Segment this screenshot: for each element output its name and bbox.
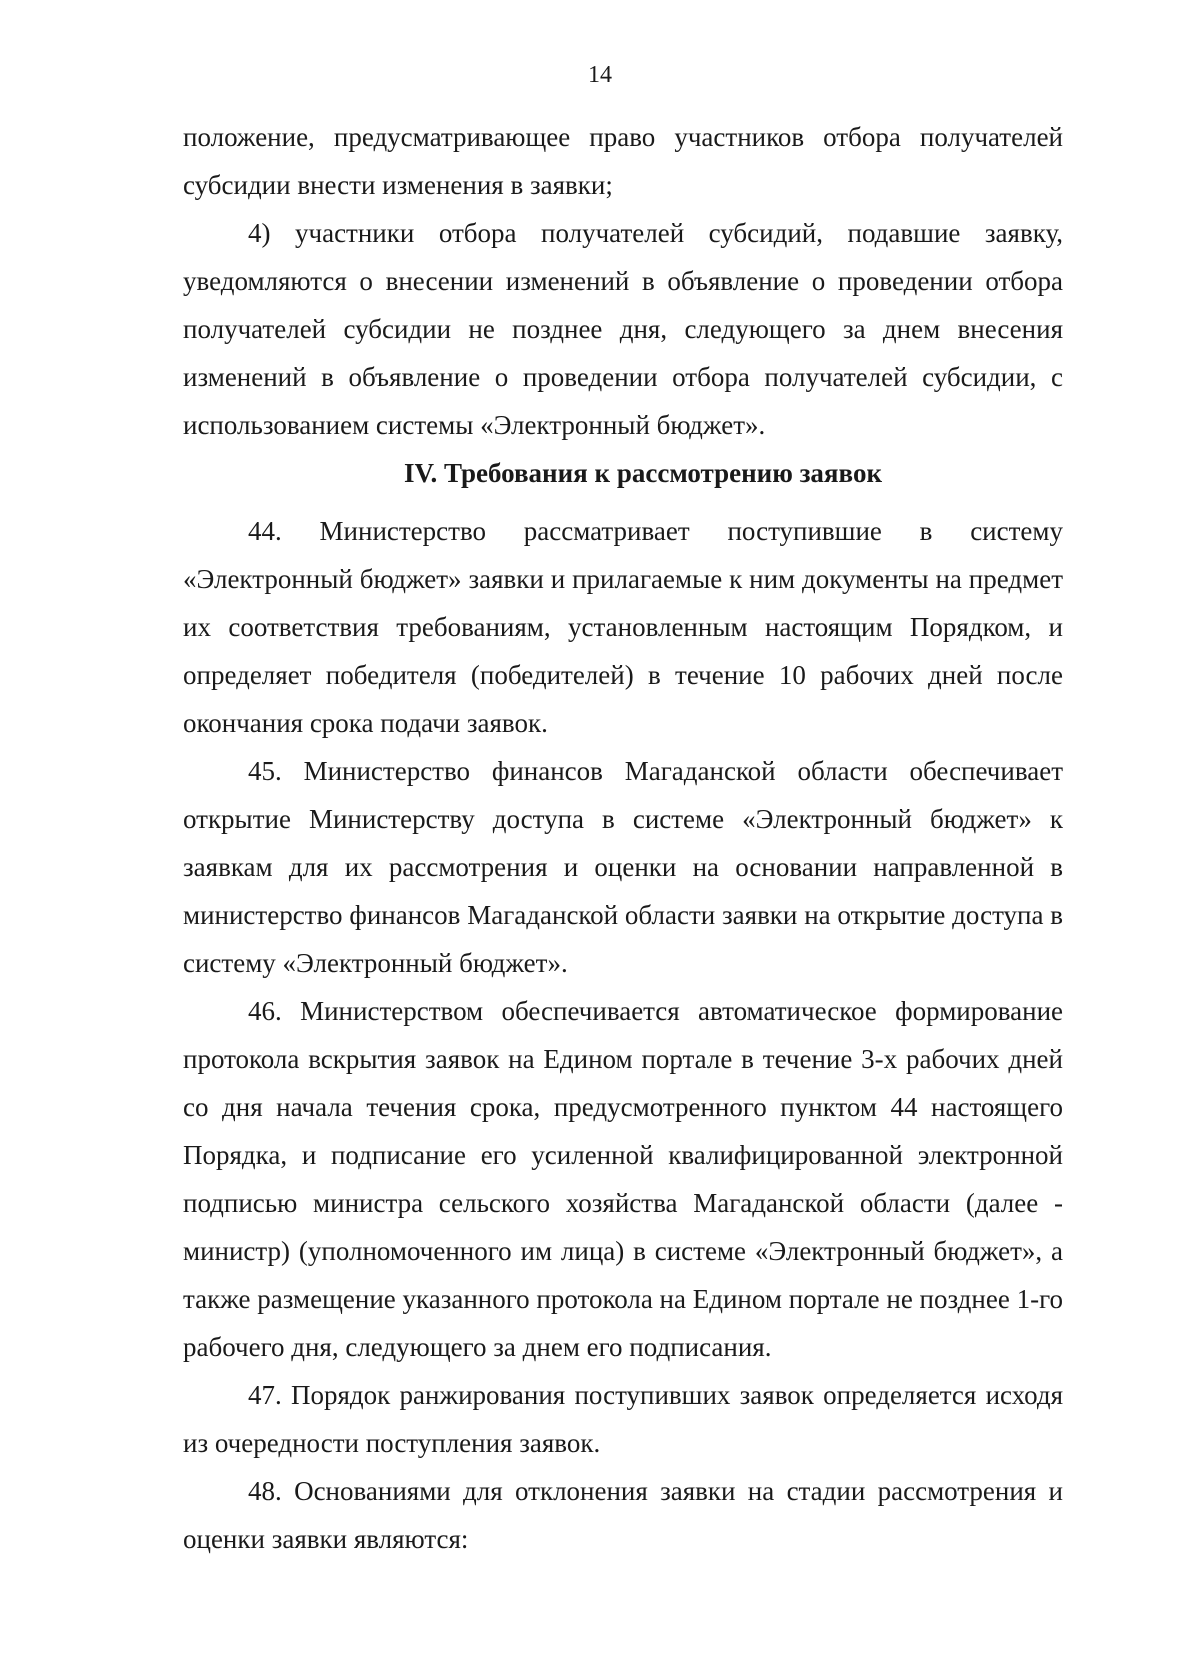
page-number: 14 [588,62,612,88]
paragraph-clause-47: 47. Порядок ранжирования поступивших заявок определяется исходя из очередности поступления заявок. [183,1380,1063,1458]
paragraph-clause-48: 48. Основаниями для отклонения заявки на стадии рассмотрения и оценки заявки являются: [183,1476,1063,1554]
paragraph-item-4: 4) участники отбора получателей субсидий, подавшие заявку, уведомляются о внесении изменений в объявление о проведении отбора получателей субсидии не позднее дня, следующего за днем внесения изменений в объявление о проведении отбора получателей субсидии, с использованием системы «Электронный бюджет». [183,218,1063,440]
paragraph-clause-46: 46. Министерством обеспечивается автоматическое формирование протокола вскрытия заявок на Едином портале в течение 3-х рабочих дней со дня начала течения срока, предусмотренного пунктом 44 настоящего Порядка, и подписание его усиленной квалифицированной электронной подписью министра сельского хозяйства Магаданской области (далее - министр) (уполномоченного им лица) в системе «Электронный бюджет», а также размещение указанного протокола на Едином портале не позднее 1-го рабочего дня, следующего за днем его подписания. [183,996,1063,1362]
paragraph-clause-44: 44. Министерство рассматривает поступившие в систему «Электронный бюджет» заявки и прилагаемые к ним документы на предмет их соответствия требованиям, установленным настоящим Порядком, и определяет победителя (победителей) в течение 10 рабочих дней после окончания срока подачи заявок. [183,516,1063,738]
document-body [183,113,1063,1563]
paragraph-continuation: положение, предусматривающее право участников отбора получателей субсидии внести изменения в заявки; [183,122,1063,200]
paragraph-clause-45: 45. Министерство финансов Магаданской области обеспечивает открытие Министерству доступа в системе «Электронный бюджет» к заявкам для их рассмотрения и оценки на основании направленной в министерство финансов Магаданской области заявки на открытие доступа в систему «Электронный бюджет». [183,756,1063,978]
section-heading: IV. Требования к рассмотрению заявок [404,458,882,488]
